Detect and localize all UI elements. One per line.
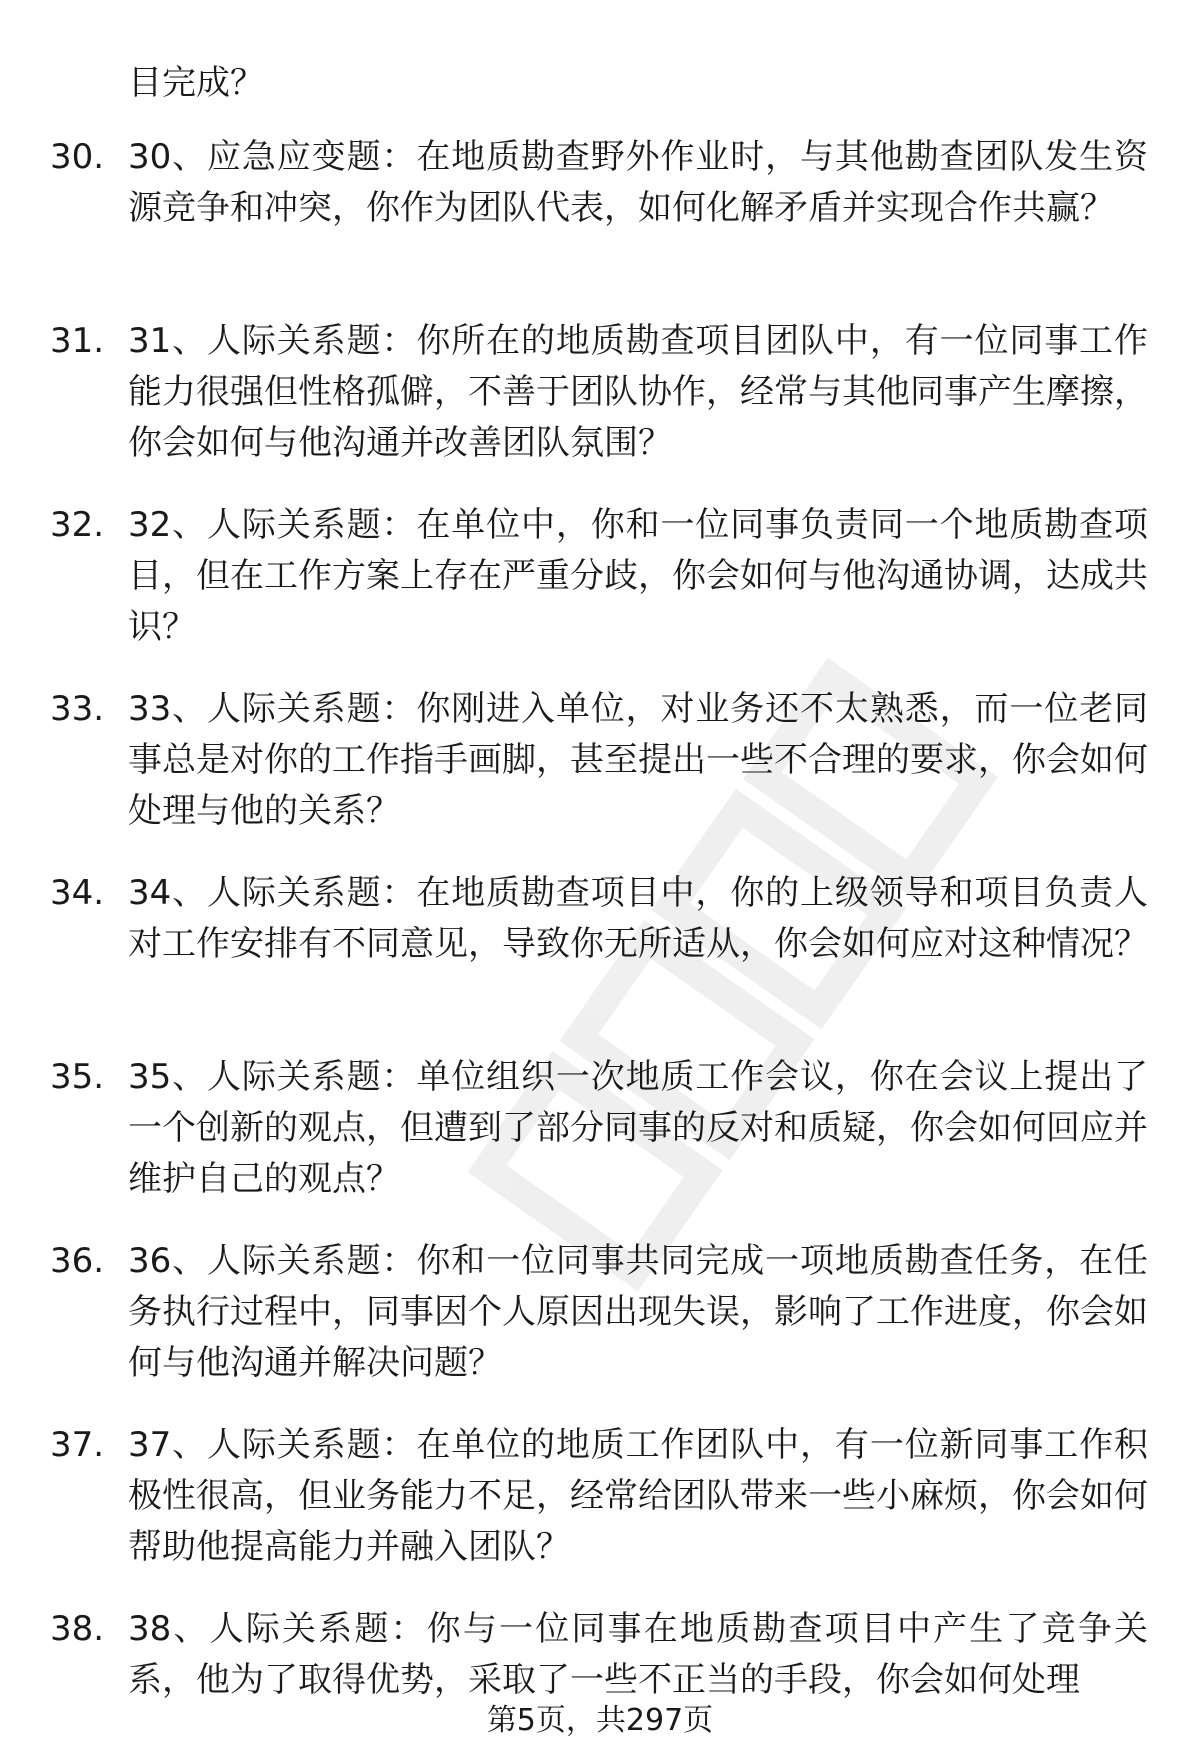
list-item xyxy=(0,684,1200,837)
list-item xyxy=(0,1420,1200,1573)
question-number: 34. xyxy=(50,873,105,913)
question-text: 38、人际关系题：你与一位同事在地质勘查项目中产生了竞争关系，他为了取得优势，采取了一些不正当的手段，你会如何处理 xyxy=(128,1609,1148,1700)
question-text: 31、人际关系题：你所在的地质勘查项目团队中，有一位同事工作能力很强但性格孤僻，不善于团队协作，经常与其他同事产生摩擦，你会如何与他沟通并改善团队氛围？ xyxy=(128,321,1148,463)
question-text: 30、应急应变题：在地质勘查野外作业时，与其他勘查团队发生资源竞争和冲突，你作为团队代表，如何化解矛盾并实现合作共赢？ xyxy=(128,137,1148,228)
list-item xyxy=(0,1236,1200,1389)
question-text: 36、人际关系题：你和一位同事共同完成一项地质勘查任务，在任务执行过程中，同事因个人原因出现失误，影响了工作进度，你会如何与他沟通并解决问题？ xyxy=(128,1241,1148,1383)
question-number: 33. xyxy=(50,689,105,729)
page-footer: 第5页，共297页 xyxy=(486,1703,714,1738)
list-item xyxy=(0,132,1200,285)
list-item xyxy=(0,316,1200,469)
question-number: 35. xyxy=(50,1057,105,1097)
question-text: 32、人际关系题：在单位中，你和一位同事负责同一个地质勘查项目，但在工作方案上存在严重分歧，你会如何与他沟通协调，达成共识？ xyxy=(128,505,1148,647)
question-number: 31. xyxy=(50,321,105,361)
question-number: 30. xyxy=(50,137,105,177)
question-text: 35、人际关系题：单位组织一次地质工作会议，你在会议上提出了一个创新的观点，但遭到了部分同事的反对和质疑，你会如何回应并维护自己的观点？ xyxy=(128,1057,1148,1199)
list-item xyxy=(0,1052,1200,1205)
list-item xyxy=(0,1604,1200,1706)
question-text: 34、人际关系题：在地质勘查项目中，你的上级领导和项目负责人对工作安排有不同意见，导致你无所适从，你会如何应对这种情况？ xyxy=(128,873,1148,964)
question-list xyxy=(0,132,1200,1737)
question-number: 38. xyxy=(50,1609,105,1649)
question-text: 37、人际关系题：在单位的地质工作团队中，有一位新同事工作积极性很高，但业务能力不足，经常给团队带来一些小麻烦，你会如何帮助他提高能力并融入团队？ xyxy=(128,1425,1148,1567)
question-number: 37. xyxy=(50,1425,105,1465)
question-number: 32. xyxy=(50,505,105,545)
list-item xyxy=(0,868,1200,1021)
question-number: 36. xyxy=(50,1241,105,1281)
list-item xyxy=(0,500,1200,653)
question-text: 33、人际关系题：你刚进入单位，对业务还不太熟悉，而一位老同事总是对你的工作指手画脚，甚至提出一些不合理的要求，你会如何处理与他的关系？ xyxy=(128,689,1148,831)
continued-paragraph: 目完成？ xyxy=(128,63,264,103)
